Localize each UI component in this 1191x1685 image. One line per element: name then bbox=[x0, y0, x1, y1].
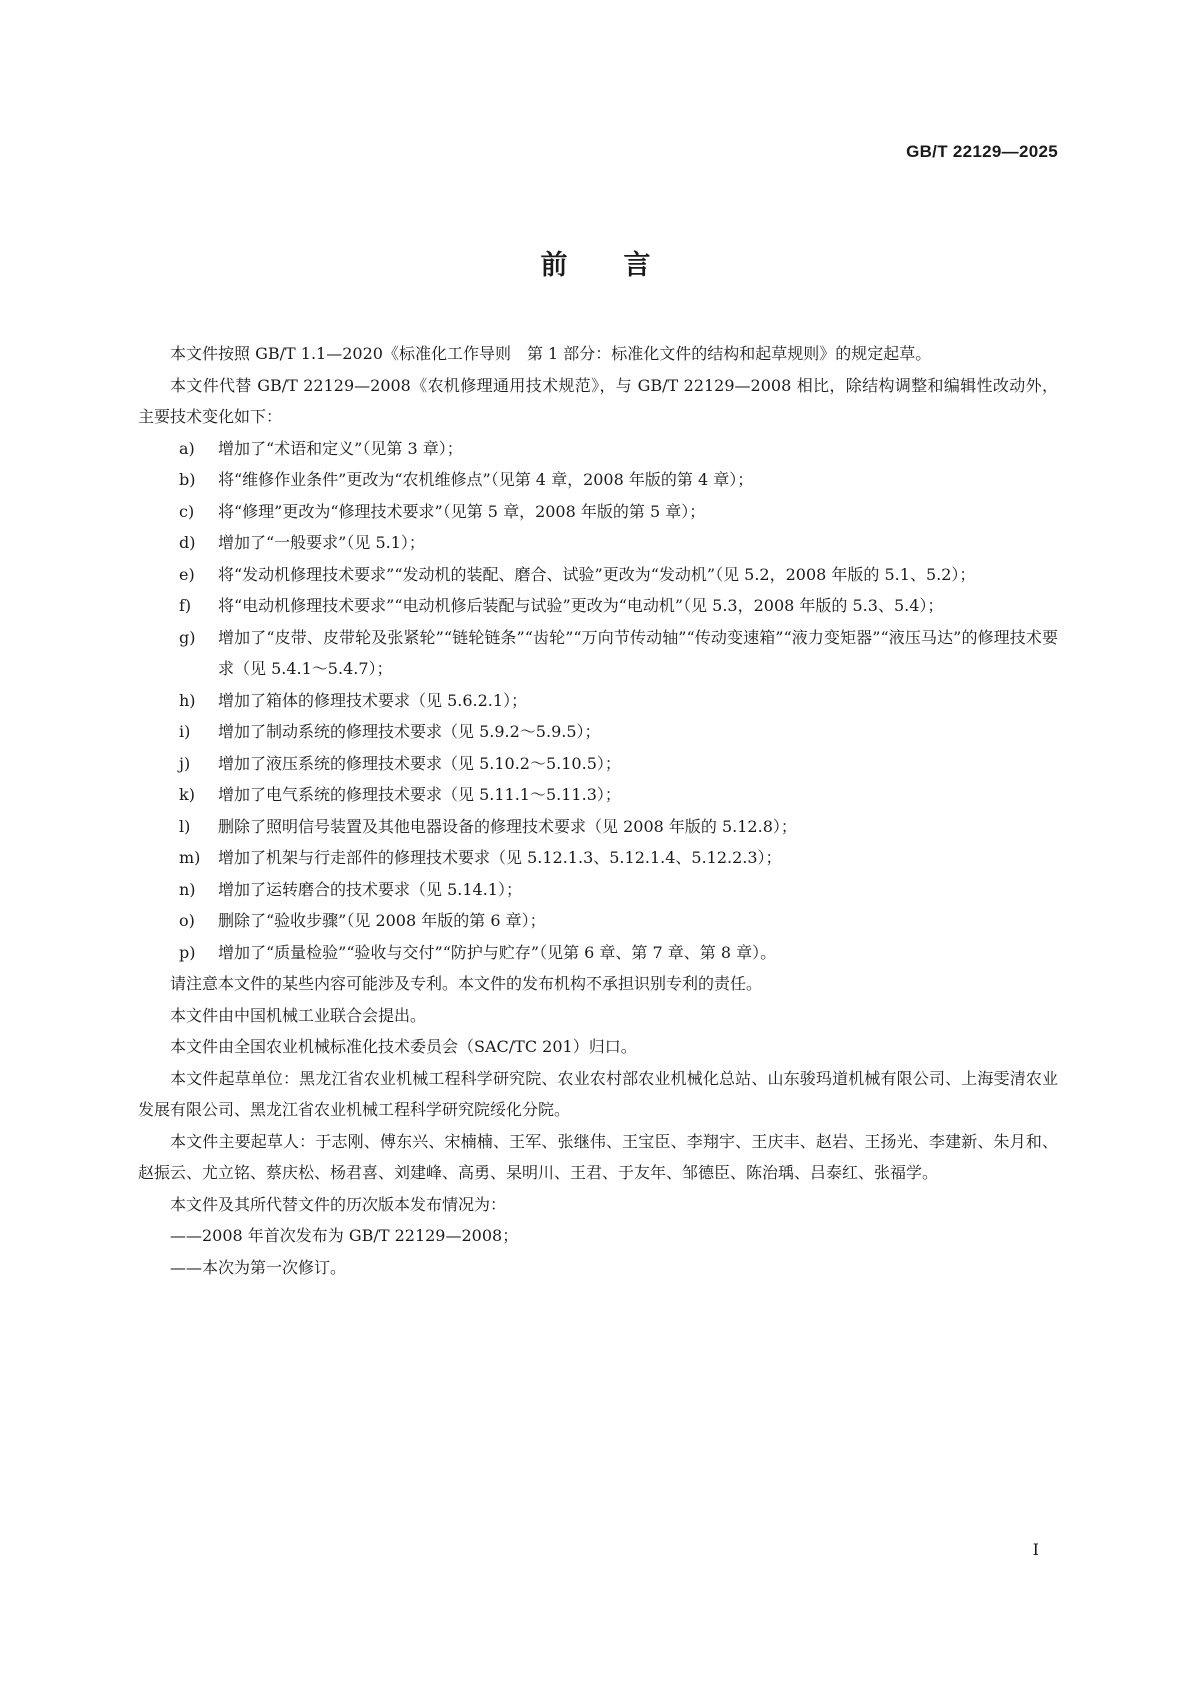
list-item-label: d) bbox=[179, 533, 196, 552]
list-item bbox=[138, 527, 1058, 559]
list-item-text: 增加了箱体的修理技术要求（见 5.6.2.1）； bbox=[218, 690, 528, 710]
list-item-label: n) bbox=[179, 879, 196, 899]
list-item-label: c) bbox=[179, 501, 195, 521]
paragraph: 本文件按照 GB/T 1.1—2020《标准化工作导则 第 1 部分：标准化文件的结构和起草规则》的规定起草。 bbox=[170, 344, 932, 363]
list-item-text: 增加了“术语和定义”（见第 3 章）； bbox=[218, 438, 463, 458]
page-number: I bbox=[1032, 1540, 1039, 1559]
list-item bbox=[138, 874, 1058, 906]
page-title: 前言 bbox=[540, 250, 707, 281]
history-item: ——2008 年首次发布为 GB/T 22129—2008； bbox=[170, 1226, 519, 1245]
list-item-label: b) bbox=[179, 470, 196, 489]
foreword-body bbox=[138, 338, 1058, 1283]
list-item bbox=[138, 559, 1058, 591]
list-item-text: 将“电动机修理技术要求”“电动机修后装配与试验”更改为“电动机”（见 5.3，2008 年版的 5.3、5.4）； bbox=[218, 596, 944, 615]
list-item bbox=[138, 811, 1058, 843]
list-item bbox=[138, 905, 1058, 937]
list-item-text: 增加了电气系统的修理技术要求（见 5.11.1～5.11.3）； bbox=[218, 785, 621, 804]
list-item bbox=[138, 433, 1058, 465]
list-item bbox=[138, 937, 1058, 969]
list-item bbox=[138, 842, 1058, 874]
list-item bbox=[138, 590, 1058, 622]
list-item bbox=[138, 464, 1058, 496]
paragraph: 本文件起草单位：黑龙江省农业机械工程科学研究院、农业农村部农业机械化总站、山东骏玛道机械有限公司、上海雯清农业发展有限公司、黑龙江省农业机械工程科学研究院绥化分院。 bbox=[138, 1068, 1058, 1119]
list-item-label: j) bbox=[179, 753, 191, 773]
list-item-text: 增加了液压系统的修理技术要求（见 5.10.2～5.10.5）； bbox=[218, 753, 621, 773]
list-item-label: h) bbox=[179, 690, 196, 710]
list-item bbox=[138, 716, 1058, 748]
list-item bbox=[138, 685, 1058, 717]
list-item-label: m) bbox=[179, 848, 201, 867]
list-item bbox=[138, 496, 1058, 528]
paragraph: 请注意本文件的某些内容可能涉及专利。本文件的发布机构不承担识别专利的责任。 bbox=[170, 974, 763, 993]
list-item-text: 删除了“验收步骤”（见 2008 年版的第 6 章）； bbox=[218, 911, 546, 930]
list-item-text: 将“发动机修理技术要求”“发动机的装配、磨合、试验”更改为“发动机”（见 5.2，2008 年版的 5.1、5.2）； bbox=[218, 564, 976, 584]
list-item-label: o) bbox=[179, 911, 195, 930]
list-item-text: 增加了机架与行走部件的修理技术要求（见 5.12.1.3、5.12.1.4、5.12.2.3）； bbox=[218, 848, 782, 867]
paragraph: 本文件由全国农业机械标准化技术委员会（SAC/TC 201）归口。 bbox=[170, 1037, 637, 1056]
paragraph: 本文件主要起草人：于志刚、傅东兴、宋楠楠、王军、张继伟、王宝臣、李翔宇、王庆丰、赵岩、王扬光、李建新、朱月和、赵振云、尤立铭、蔡庆松、杨君喜、刘建峰、高勇、杲明川、王君、于友年、邹德臣、陈治瑀、吕泰红、张福学。 bbox=[138, 1131, 1058, 1182]
list-item-label: a) bbox=[179, 438, 195, 458]
list-item-text: 增加了“一般要求”（见 5.1）； bbox=[218, 533, 425, 552]
list-item-text: 将“维修作业条件”更改为“农机维修点”（见第 4 章，2008 年版的第 4 章）； bbox=[218, 470, 754, 489]
list-item bbox=[138, 748, 1058, 780]
paragraph: 本文件及其所代替文件的历次版本发布情况为： bbox=[170, 1194, 507, 1214]
list-item-text: 删除了照明信号装置及其他电器设备的修理技术要求（见 2008 年版的 5.12.8）； bbox=[218, 816, 797, 836]
list-item-label: f) bbox=[179, 596, 192, 615]
list-item-text: 增加了运转磨合的技术要求（见 5.14.1）； bbox=[218, 879, 522, 899]
list-item bbox=[138, 622, 1058, 685]
history-item: ——本次为第一次修订。 bbox=[170, 1257, 347, 1277]
paragraph: 本文件由中国机械工业联合会提出。 bbox=[170, 1005, 427, 1025]
list-item-text: 增加了制动系统的修理技术要求（见 5.9.2～5.9.5）； bbox=[218, 722, 601, 741]
paragraph: 本文件代替 GB/T 22129—2008《农机修理通用技术规范》，与 GB/T 22129—2008 相比，除结构调整和编辑性改动外，主要技术变化如下： bbox=[138, 375, 1058, 426]
list-item-label: k) bbox=[179, 785, 195, 804]
list-item-label: g) bbox=[179, 627, 196, 647]
list-item-label: l) bbox=[179, 816, 191, 836]
changes-list bbox=[138, 433, 1058, 969]
list-item-label: e) bbox=[179, 564, 195, 584]
list-item-label: i) bbox=[179, 722, 191, 741]
list-item-text: 将“修理”更改为“修理技术要求”（见第 5 章，2008 年版的第 5 章）； bbox=[218, 501, 706, 521]
standard-code: GB/T 22129—2025 bbox=[906, 142, 1058, 161]
list-item bbox=[138, 779, 1058, 811]
list-item-label: p) bbox=[179, 942, 196, 962]
list-item-text: 增加了“质量检验”“验收与交付”“防护与贮存”（见第 6 章、第 7 章、第 8 章）。 bbox=[218, 942, 777, 962]
list-item-text: 增加了“皮带、皮带轮及张紧轮”“链轮链条”“齿轮”“万向节传动轴”“传动变速箱”“液力变矩器”“液压马达”的修理技术要求（见 5.4.1～5.4.7）； bbox=[218, 627, 1058, 678]
